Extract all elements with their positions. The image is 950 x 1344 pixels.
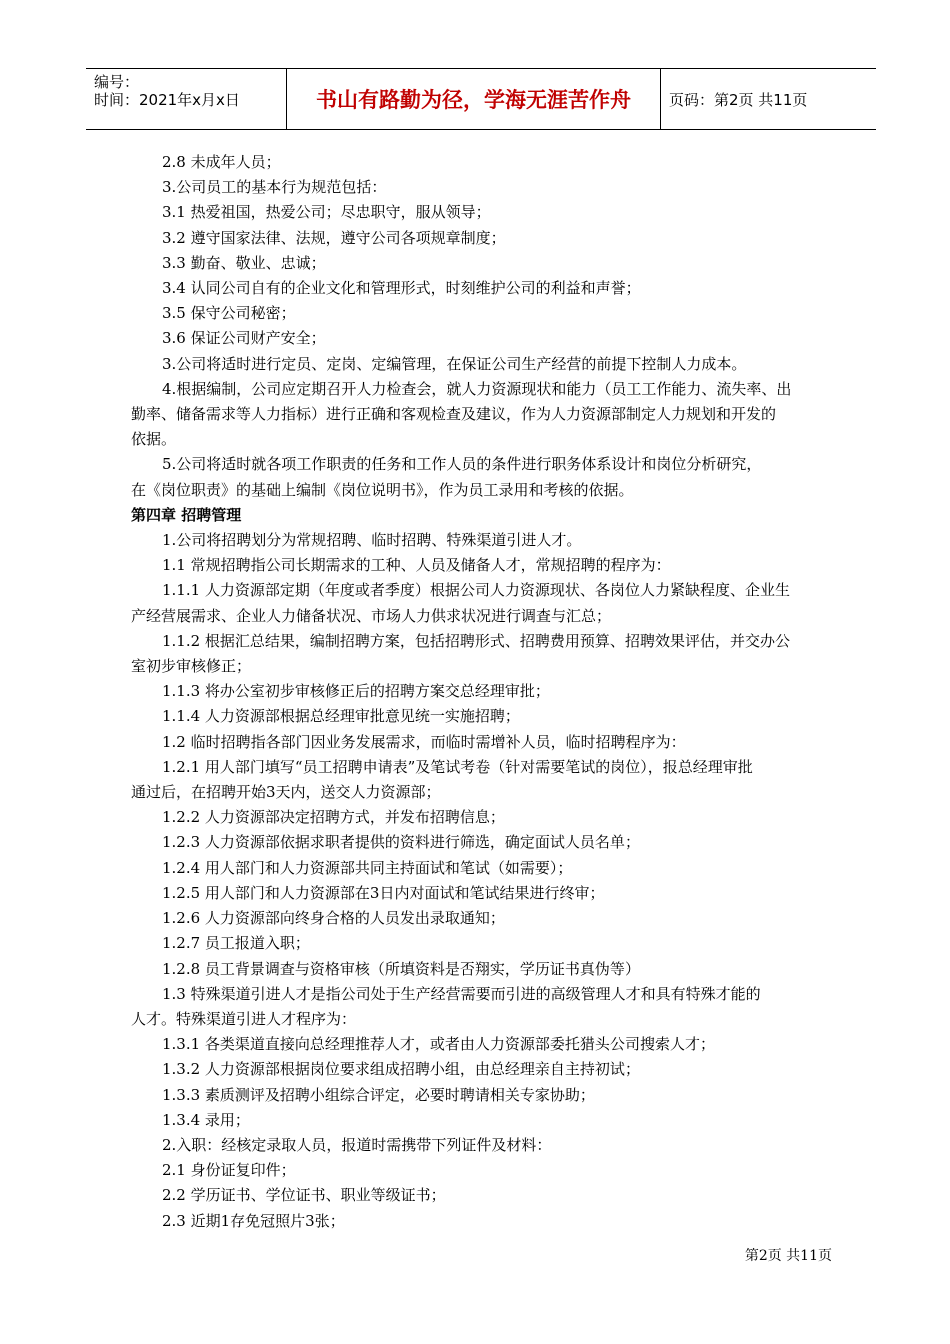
body-line: 1.2.2 人力资源部决定招聘方式，并发布招聘信息； (162, 808, 505, 827)
body-line: 4.根据编制，公司应定期召开人力检查会，就人力资源现状和能力（员工工作能力、流失率、出 (162, 379, 792, 398)
body-line: 1.2 临时招聘指各部门因业务发展需求，而临时需增补人员，临时招聘程序为： (162, 732, 686, 751)
body-line: 1.1.1 人力资源部定期（年度或者季度）根据公司人力资源现状、各岗位人力紧缺程度、企业生 (162, 581, 790, 600)
body-line: 通过后，在招聘开始3天内，送交人力资源部； (131, 783, 441, 802)
header-page-label: 页码：第2页 共11页 (669, 90, 808, 109)
body-line: 1.2.5 用人部门和人力资源部在3日内对面试和笔试结果进行终审； (162, 883, 605, 902)
body-line: 3.公司将适时进行定员、定岗、定编管理，在保证公司生产经营的前提下控制人力成本。 (162, 354, 747, 373)
footer-page-number: 第2页 共11页 (744, 1248, 832, 1264)
body-line: 2.8 未成年人员； (162, 153, 281, 171)
number-label: 编号： (94, 73, 140, 91)
body-line: 1.2.6 人力资源部向终身合格的人员发出录取通知； (162, 909, 505, 928)
body-line: 1.1 常规招聘指公司长期需求的工种、人员及储备人才，常规招聘的程序为： (162, 556, 671, 575)
body-line: 3.3 勤奋、敬业、忠诚； (162, 253, 326, 272)
chapter-heading: 第四章 招聘管理 (131, 505, 242, 524)
motto-cell (286, 69, 661, 129)
body-line: 3.1 热爱祖国，热爱公司；尽忠职守，服从领导； (162, 203, 491, 222)
body-line: 1.2.7 员工报道入职； (162, 934, 310, 953)
body-line: 3.6 保证公司财产安全； (162, 329, 326, 348)
body-line: 1.2.1 用人部门填写“员工招聘申请表”及笔试考卷（针对需要笔试的岗位），报总经理审批 (162, 757, 753, 776)
body-line: 人才。特殊渠道引进人才程序为： (131, 1009, 357, 1028)
body-line: 3.2 遵守国家法律、法规，遵守公司各项规章制度； (162, 228, 506, 247)
body-line: 在《岗位职责》的基础上编制《岗位说明书》，作为员工录用和考核的依据。 (131, 480, 634, 499)
header-meta-cell (86, 69, 286, 129)
page-number-cell (661, 69, 876, 129)
body-line: 1.2.4 用人部门和人力资源部共同主持面试和笔试（如需要）； (162, 858, 573, 877)
body-line: 勤率、储备需求等人力指标）进行正确和客观检查及建议，作为人力资源部制定人力规划和开发的 (131, 405, 777, 424)
body-line: 1.3.1 各类渠道直接向总经理推荐人才，或者由人力资源部委托猎头公司搜索人才； (162, 1035, 715, 1054)
body-line: 1.3.4 录用； (162, 1110, 250, 1129)
body-line: 3.公司员工的基本行为规范包括： (162, 178, 387, 197)
body-line: 1.2.3 人力资源部依据求职者提供的资料进行筛选，确定面试人员名单； (162, 833, 640, 852)
body-line: 2.1 身份证复印件； (162, 1161, 296, 1180)
body-line: 1.2.8 员工背景调查与资格审核（所填资料是否翔实，学历证书真伪等） (162, 959, 640, 978)
body-line: 1.3.3 素质测评及招聘小组综合评定，必要时聘请相关专家协助； (162, 1085, 595, 1104)
body-line: 3.5 保守公司秘密； (162, 304, 296, 323)
body-line: 2.3 近期1存免冠照片3张； (162, 1211, 345, 1230)
document-body (131, 150, 835, 1234)
body-line: 产经营展需求、企业人力储备状况、市场人力供求状况进行调查与汇总； (131, 606, 612, 625)
body-line: 5.公司将适时就各项工作职责的任务和工作人员的条件进行职务体系设计和岗位分析研究， (162, 455, 762, 474)
body-line: 1.1.4 人力资源部根据总经理审批意见统一实施招聘； (162, 707, 520, 726)
header-table (86, 68, 876, 130)
body-line: 1.1.2 根据汇总结果，编制招聘方案，包括招聘形式、招聘费用预算、招聘效果评估，并交办公 (162, 631, 790, 650)
body-line: 3.4 认同公司自有的企业文化和管理形式，时刻维护公司的利益和声誉； (162, 279, 641, 298)
body-line: 2.入职：经核定录取人员，报道时需携带下列证件及材料： (162, 1135, 552, 1154)
body-line: 1.3.2 人力资源部根据岗位要求组成招聘小组，由总经理亲自主持初试； (162, 1060, 640, 1079)
body-line: 1.3 特殊渠道引进人才是指公司处于生产经营需要而引进的高级管理人才和具有特殊才能的 (162, 984, 761, 1003)
body-line: 依据。 (131, 430, 177, 449)
time-label: 时间：2021年x月x日 (94, 91, 240, 109)
body-line: 1.公司将招聘划分为常规招聘、临时招聘、特殊渠道引进人才。 (162, 531, 582, 550)
motto-text: 书山有路勤为径，学海无涯苦作舟 (316, 88, 631, 112)
body-line: 2.2 学历证书、学位证书、职业等级证书； (162, 1186, 446, 1205)
body-line: 1.1.3 将办公室初步审核修正后的招聘方案交总经理审批； (162, 682, 550, 701)
body-line: 室初步审核修正； (131, 657, 252, 676)
